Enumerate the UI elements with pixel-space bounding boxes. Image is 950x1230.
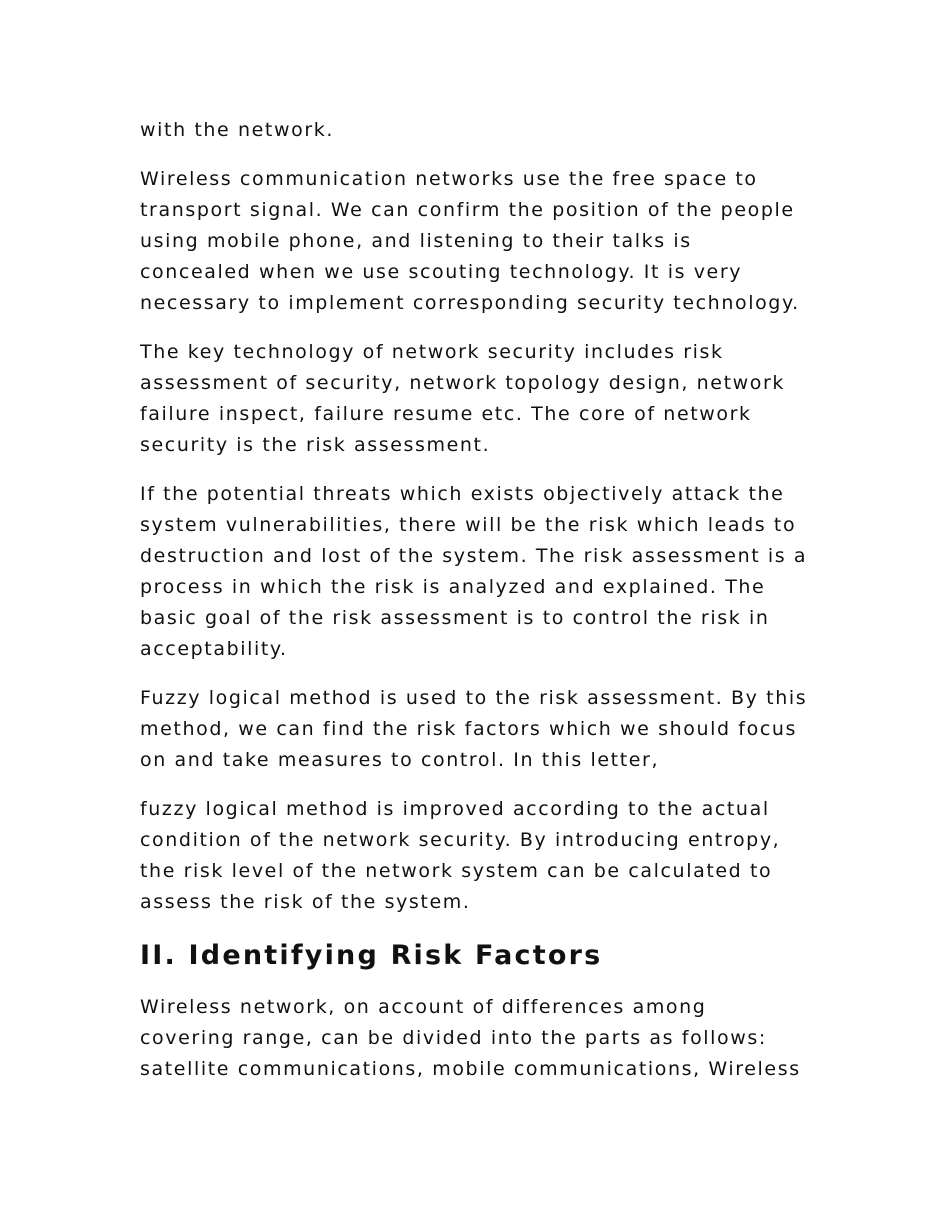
paragraph-wireless-communication: Wireless communication networks use the free space to transport signal. We can confirm the position of the people using mobile phone, and listening to their talks is concealed when we use scouting technology. It is very necessary to implement corresponding security technology. — [140, 168, 800, 314]
paragraph-key-technology: The key technology of network security includes risk assessment of security, network topology design, network failure inspect, failure resume etc. The core of network security is the risk assessment. — [140, 341, 786, 456]
paragraph-wireless-network: Wireless network, on account of differences among covering range, can be divided into the parts as follows: satellite communications, mobile communications, Wireless — [140, 996, 801, 1080]
paragraph-fuzzy-improved: fuzzy logical method is improved according to the actual condition of the network security. By introducing entropy, the risk level of the network system can be calculated to assess the risk of the system. — [140, 798, 781, 913]
paragraph-potential-threats: If the potential threats which exists objectively attack the system vulnerabilities, there will be the risk which leads to destruction and lost of the system. The risk assessment is a process in which the risk is analyzed and explained. The basic goal of the risk assessment is to control the risk in acceptability. — [140, 483, 808, 660]
section-heading: II. Identifying Risk Factors — [140, 940, 603, 971]
paragraph-fuzzy-logical-method: Fuzzy logical method is used to the risk assessment. By this method, we can find the risk factors which we should focus on and take measures to control. In this letter, — [140, 687, 808, 771]
paragraph-with-the-network: with the network. — [140, 119, 334, 141]
document-page — [140, 115, 830, 1103]
